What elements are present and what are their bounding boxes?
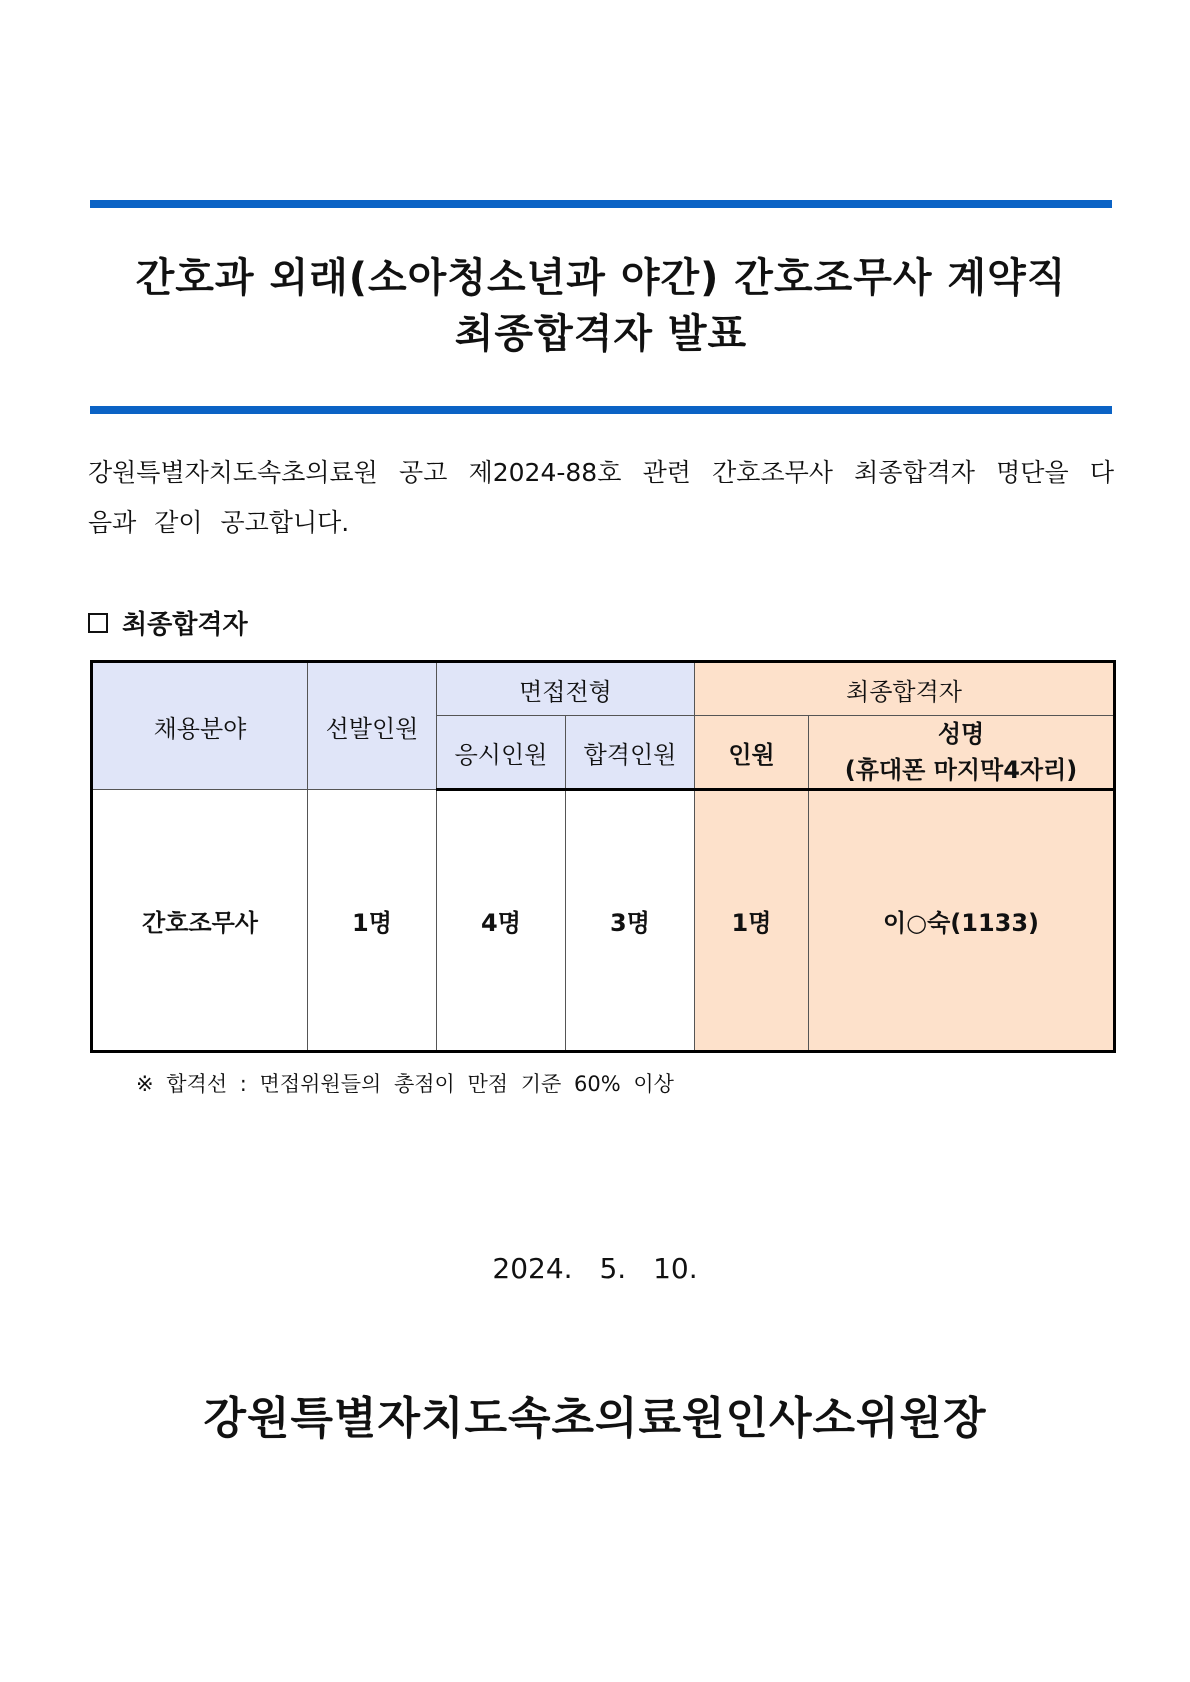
cell-passed: 3명: [566, 790, 695, 1052]
announcement-date: 2024. 5. 10.: [492, 1252, 698, 1285]
header-applicants: 응시인원: [437, 716, 566, 790]
header-name-label: 성명: [937, 720, 985, 748]
passing-criteria-note: ※ 합격선 : 면접위원들의 총점이 만점 기준 60% 이상: [136, 1072, 674, 1096]
header-selection-count: 선발인원: [308, 662, 437, 790]
section-heading: [88, 604, 248, 641]
title-top-rule: [90, 200, 1112, 208]
section-heading-label: 최종합격자: [122, 610, 248, 640]
header-final: 최종합격자: [695, 662, 1115, 716]
checkbox-square-icon: [88, 613, 108, 633]
cell-applicants: 4명: [437, 790, 566, 1052]
page-title-line-2: 최종합격자 발표: [454, 311, 748, 357]
page-title: [90, 250, 1112, 362]
header-passed: 합격인원: [566, 716, 695, 790]
header-name-sub: (휴대폰 마지막4자리): [844, 756, 1078, 784]
header-interview: 면접전형: [437, 662, 695, 716]
intro-paragraph: 강원특별자치도속초의료원 공고 제2024-88호 관련 간호조무사 최종합격자 명단을 다음과 같이 공고합니다.: [88, 458, 1114, 537]
table-header-row: [92, 662, 1115, 716]
header-name: [809, 716, 1115, 790]
header-field: 채용분야: [92, 662, 308, 790]
cell-name: 이○숙(1133): [809, 790, 1115, 1052]
issuer-signature: 강원특별자치도속초의료원인사소위원장: [203, 1393, 987, 1444]
title-bottom-rule: [90, 406, 1112, 414]
cell-selection-count: 1명: [308, 790, 437, 1052]
header-final-count: 인원: [695, 716, 809, 790]
page-title-line-1: 간호과 외래(소아청소년과 야간) 간호조무사 계약직: [135, 255, 1067, 301]
cell-final-count: 1명: [695, 790, 809, 1052]
cell-field: 간호조무사: [92, 790, 308, 1052]
table-row: [92, 790, 1115, 1052]
results-table: [90, 660, 1116, 1053]
